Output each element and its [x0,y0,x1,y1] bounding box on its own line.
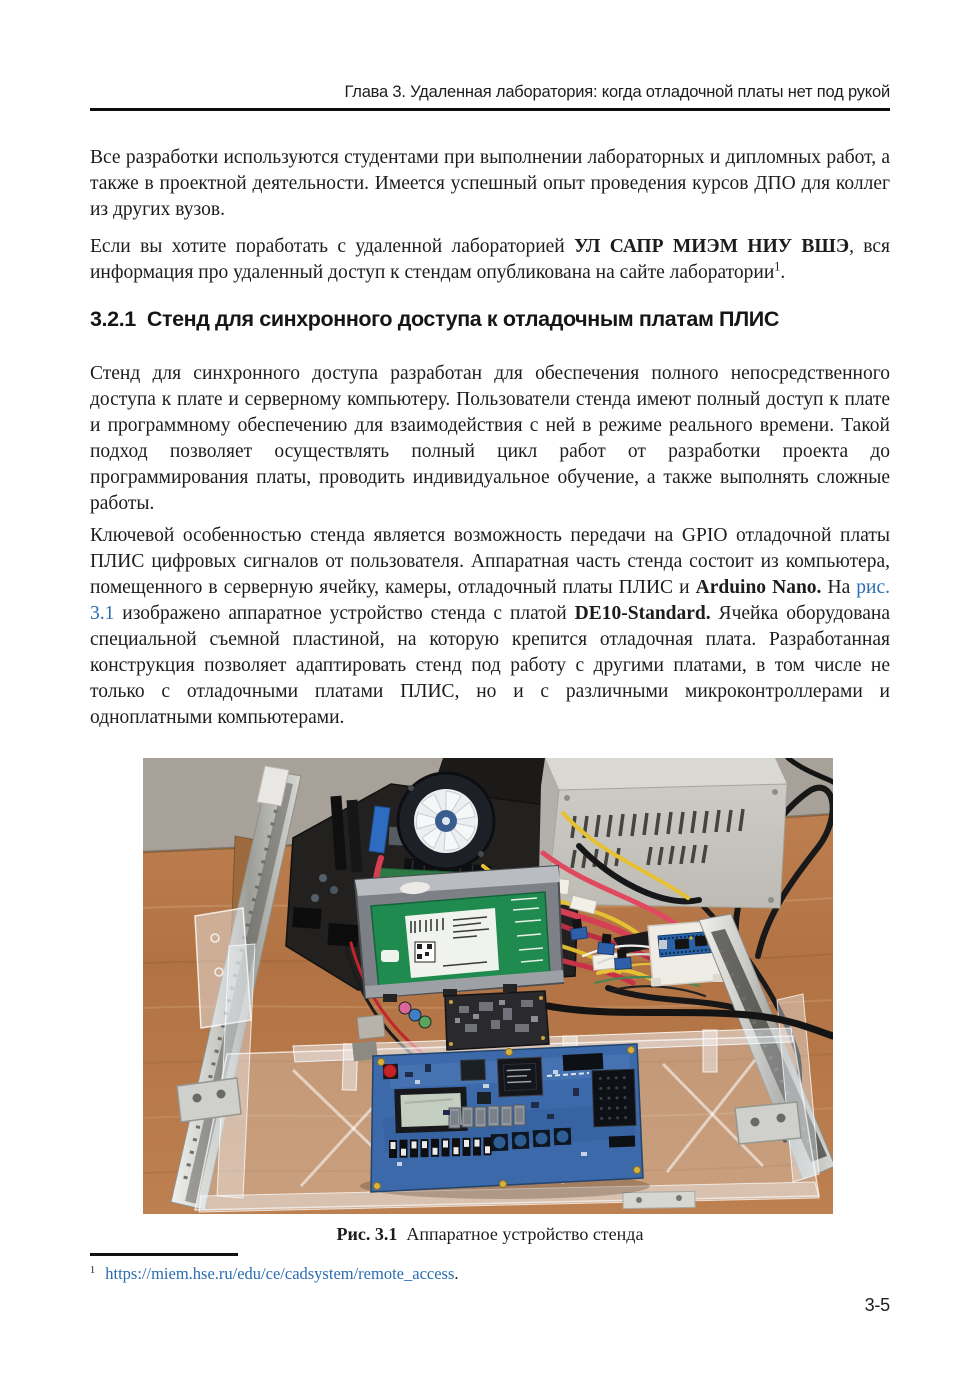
figure-3-1-link[interactable]: рис. 3.1 [90,576,891,624]
paragraph-1: Все разработки используются студентами при выполнении лабораторных и дипломных работ, а также в проектной деятельности. Имеется успешный опыт проведения курсов ДПО для коллег из других вузов. [90,146,890,220]
section-title: Стенд для синхронного доступа к отладочным платам ПЛИС [146,307,779,331]
paragraph-2: Если вы хотите поработать с удаленной лабораторией УЛ САПР МИЭМ НИУ ВШЭ, вся информация про удаленный доступ к стендам опубликована на сайте лаборатории$^1$. [90,235,891,283]
paragraph-4: Ключевой особенностью стенда является возможность передачи на GPIO отладочной платы ПЛИС цифровых сигналов от пользователя. Аппаратная часть стенда состоит из компьютера, помещенного в серверную ячейку, камеры, отладочный платы ПЛИС и Arduino Nano. На рис. 3.1 изображено аппаратное устройство стенда с платой DE10-Standard. Ячейка оборудована специальной съемной пластиной, на которую крепится отладочная плата. Разработанная конструкция позволяет адаптировать стенд под работу с другими платами, в том числе не только с отладочными платами ПЛИС, но и с различными микроконтроллерами и одноплатными компьютерами. [90,524,891,728]
section-heading [90,304,890,334]
paragraph-3: Стенд для синхронного доступа разработан для обеспечения полного непосредственного доступа к плате и серверному компьютеру. Пользователи стенда имеют полный доступ к плате и программному обеспечению для взаимодействия с ней в режиме реального времени. Такой подход позволяет осуществлять полный цикл работ от разработки проекта до программирования платы, проводить индивидуальное обучение, а также выполнять сложные работы. [90,362,890,514]
footnote-rule [90,1253,238,1256]
figure-photo [143,758,833,1214]
header-rule [90,108,890,111]
power-supply [539,758,787,908]
running-head: Глава 3. Удаленная лаборатория: когда отладочной платы нет под рукой [344,83,890,101]
footnote-url-link[interactable]: https://miem.hse.ru/edu/ce/cadsystem/remote_access [105,1264,455,1283]
footnote: $^1$ https://miem.hse.ru/edu/ce/cadsystem/remote_access. [90,1264,459,1283]
stand-photo [143,758,833,1214]
figure-caption [90,1222,890,1246]
section-number: 3.2.1 [90,307,136,331]
page-number: 3-5 [864,1295,890,1315]
corner-bracket-left [177,1078,241,1122]
mounting-tab [623,1191,695,1208]
corner-bracket-right [735,1102,801,1144]
hard-drive [355,866,564,1002]
figure-caption-text: Аппаратное устройство стенда [406,1224,644,1244]
cpu-fan [398,773,494,869]
figure-caption-label: Рис. 3.1 [336,1224,398,1244]
